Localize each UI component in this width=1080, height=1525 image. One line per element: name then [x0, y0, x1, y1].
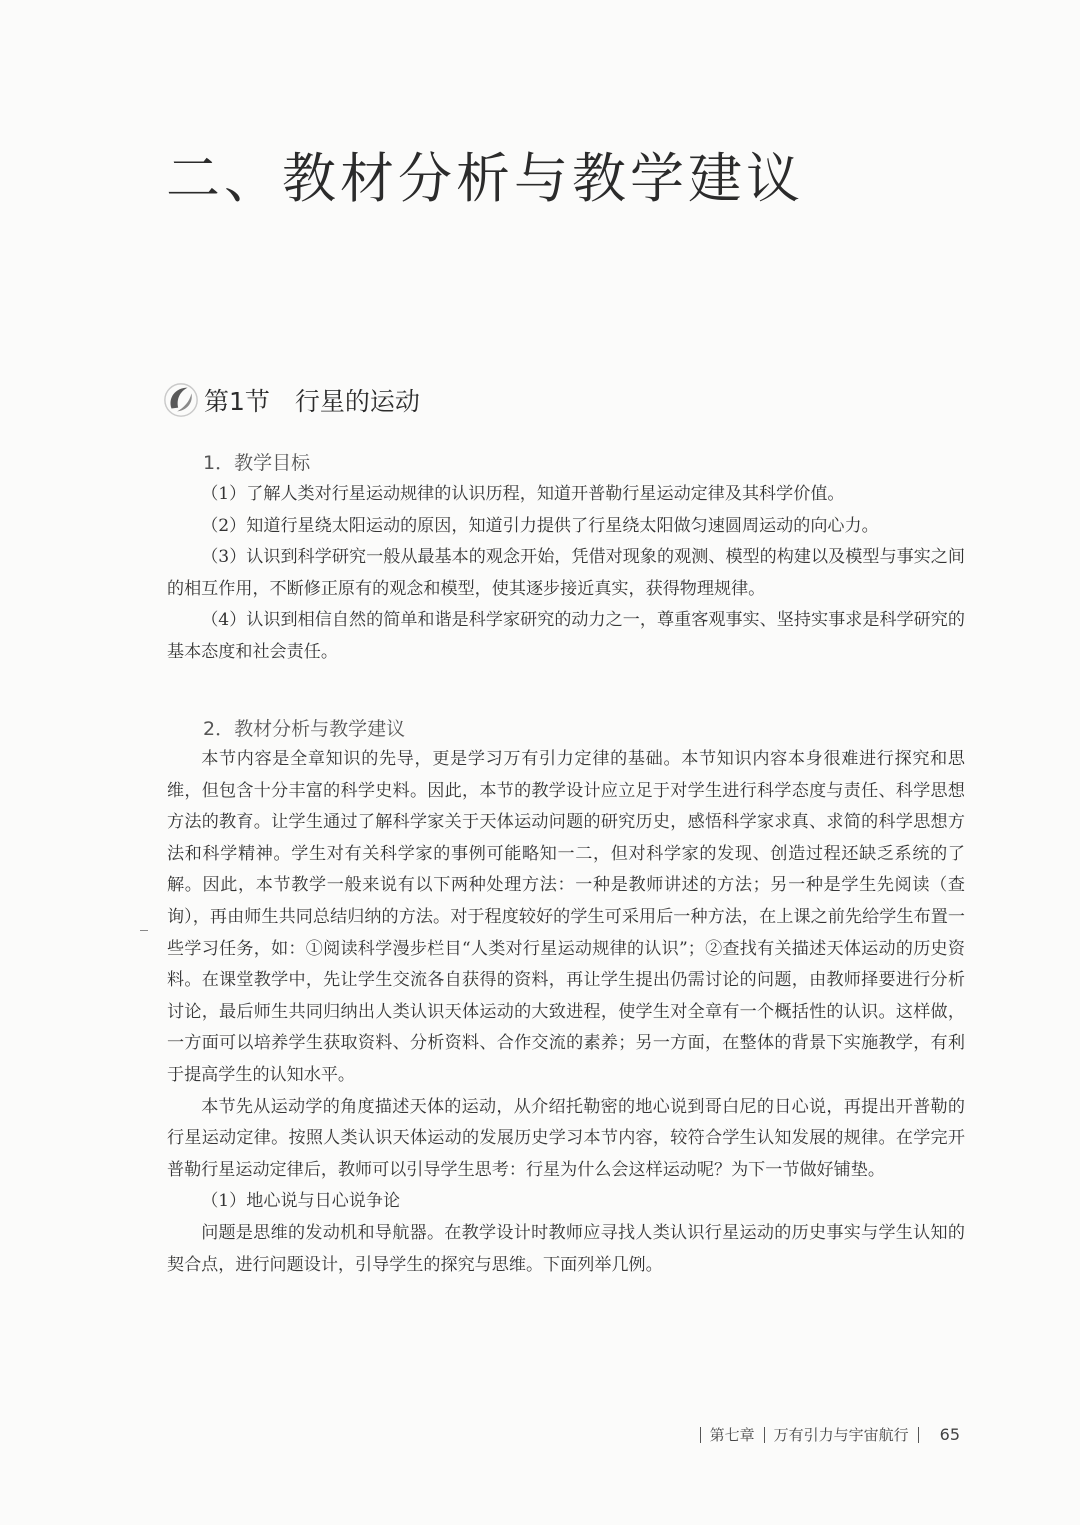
goal-item: （3）认识到科学研究一般从最基本的观念开始，凭借对现象的观测、模型的构建以及模型与事实之间的相互作用，不断修正原有的观念和模型，使其逐步接近真实，获得物理规律。 [167, 547, 965, 599]
analysis-subheading: （1）地心说与日心说争论 [201, 1191, 401, 1212]
analysis-paragraph: 本节内容是全章知识的先导，更是学习万有引力定律的基础。本节知识内容本身很难进行探究和思维，但包含十分丰富的科学史料。因此，本节的教学设计应立足于对学生进行科学态度与责任、科学思想方法的教育。让学生通过了解科学家关于天体运动问题的研究历史，感悟科学家求真、求简的科学思想方法和科学精神。学生对有关科学家的事例可能略知一二，但对科学家的发现、创造过程还缺乏系统的了解。因此，本节教学一般来说有以下两种处理方法：一种是教师讲述的方法；另一种是学生先阅读（查询），再由师生共同总结归纳的方法。对于程度较好的学生可采用后一种方法，在上课之前先给学生布置一些学习任务，如：①阅读科学漫步栏目“人类对行星运动规律的认识”；②查找有关描述天体运动的历史资料。在课堂教学中，先让学生交流各自获得的资料，再让学生提出仍需讨论的问题，由教师择要进行分析讨论，最后师生共同归纳出人类认识天体运动的大致进程，使学生对全章有一个概括性的认识。这样做，一方面可以培养学生获取资料、分析资料、合作交流的素养；另一方面，在整体的背景下实施教学，有利于提高学生的认知水平。 [167, 749, 965, 1085]
goals-list [167, 479, 965, 669]
goal-item: （2）知道行星绕太阳运动的原因，知道引力提供了行星绕太阳做匀速圆周运动的向心力。 [201, 515, 879, 536]
section-title: 第1节 行星的运动 [204, 387, 420, 416]
analysis-body [167, 744, 965, 1281]
chapter-title: 二、教材分析与教学建议 [166, 147, 804, 210]
footer-chapter: 第七章 [709, 1426, 755, 1444]
footer-divider [700, 1427, 701, 1443]
margin-mark [140, 930, 148, 931]
analysis-paragraph: 问题是思维的发动机和导航器。在教学设计时教师应寻找人类认识行星运动的历史事实与学生认知的契合点，进行问题设计，引导学生的探究与思维。下面列举几例。 [167, 1222, 965, 1275]
analysis-heading: 2．教材分析与教学建议 [203, 718, 406, 740]
footer-chapter-title: 万有引力与宇宙航行 [773, 1426, 909, 1444]
section-heading [162, 380, 420, 420]
swirl-leaf-icon [162, 381, 200, 419]
page-number: 65 [939, 1425, 960, 1444]
goal-item: （1）了解人类对行星运动规律的认识历程，知道开普勒行星运动定律及其科学价值。 [201, 484, 845, 504]
footer-divider [918, 1427, 919, 1443]
page-footer [691, 1424, 960, 1445]
goals-heading: 1．教学目标 [203, 452, 311, 474]
analysis-paragraph: 本节先从运动学的角度描述天体的运动，从介绍托勒密的地心说到哥白尼的日心说，再提出开普勒的行星运动定律。按照人类认识天体运动的发展历史学习本节内容，较符合学生认知发展的规律。在学完开普勒行星运动定律后，教师可以引导学生思考：行星为什么会这样运动呢？为下一节做好铺垫。 [167, 1096, 965, 1180]
goal-item: （4）认识到相信自然的简单和谐是科学家研究的动力之一，尊重客观事实、坚持实事求是科学研究的基本态度和社会责任。 [167, 610, 965, 662]
footer-divider [764, 1427, 765, 1443]
